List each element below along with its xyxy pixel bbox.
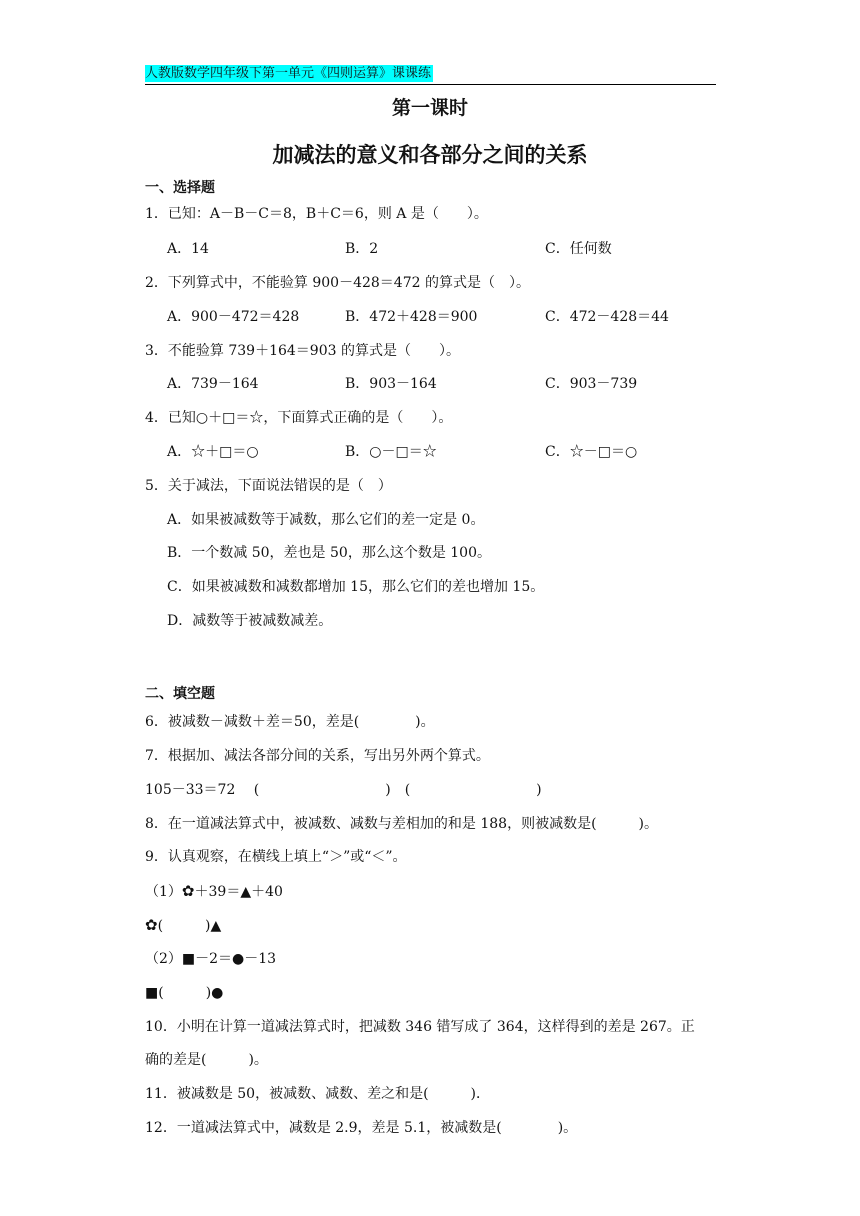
q2-option-a: A．900－472＝428 — [167, 309, 300, 325]
q5-option-a: A．如果被减数等于减数，那么它们的差一定是 0。 — [167, 512, 485, 528]
q5-option-b: B．一个数减 50，差也是 50，那么这个数是 100。 — [167, 545, 491, 561]
section-heading-choice: 一、选择题 — [145, 180, 215, 196]
question-11: 11．被减数是 50，被减数、减数、差之和是( )． — [145, 1086, 491, 1102]
question-12: 12．一道减法算式中，减数是 2.9，差是 5.1，被减数是( )。 — [145, 1120, 578, 1136]
q2-option-c: C．472－428＝44 — [545, 309, 669, 325]
q4-option-c: C．☆－□＝○ — [545, 444, 638, 460]
question-9-part-2-compare: ■( )● — [145, 985, 224, 1001]
page-header — [145, 64, 716, 85]
q1-option-a: A．14 — [167, 241, 209, 257]
q5-option-d: D．减数等于被减数减差。 — [167, 613, 333, 629]
lesson-title: 第一课时 — [391, 97, 468, 119]
question-10-cont: 确的差是( )。 — [145, 1052, 268, 1068]
question-4: 4．已知○＋□＝☆，下面算式正确的是（ ）。 — [145, 410, 453, 426]
question-7: 7．根据加、减法各部分间的关系，写出另外两个算式。 — [145, 748, 490, 764]
question-8: 8．在一道减法算式中，被减数、减数与差相加的和是 188，则被减数是( )。 — [145, 816, 659, 832]
question-9-part-1-compare: ✿( )▲ — [145, 916, 222, 934]
flower-star-icon: ✿ — [181, 882, 195, 900]
question-3: 3．不能验算 739＋164＝903 的算式是（ ）。 — [145, 343, 460, 359]
question-10: 10．小明在计算一道减法算式时，把减数 346 错写成了 364，这样得到的差是 267。正 — [145, 1019, 695, 1035]
question-9-part-2: （2）■－2＝●－13 — [145, 951, 277, 967]
header-label: 人教版数学四年级下第一单元《四则运算》课课练 — [145, 66, 432, 81]
section-heading-fill: 二、填空题 — [145, 686, 215, 702]
q4-option-a: A．☆＋□＝○ — [167, 444, 259, 460]
question-7-equation: 105－33＝72 ( ) ( ) — [145, 782, 542, 798]
q3-option-b: B．903－164 — [345, 376, 437, 392]
question-9: 9．认真观察，在横线上填上“＞”或“＜”。 — [145, 849, 407, 865]
flower-star-icon: ✿ — [145, 916, 158, 934]
question-6: 6．被减数－减数＋差＝50，差是( )。 — [145, 714, 435, 730]
q3-option-a: A．739－164 — [167, 376, 259, 392]
q1-option-c: C．任何数 — [545, 241, 612, 257]
question-9-part-1: （1）✿＋39＝▲＋40 — [145, 882, 283, 900]
question-2: 2．下列算式中，不能验算 900－428＝472 的算式是（ ）。 — [145, 275, 530, 291]
q1-option-b: B．2 — [345, 241, 379, 257]
question-5: 5．关于减法，下面说法错误的是（ ） — [145, 478, 392, 494]
q5-option-c: C．如果被减数和减数都增加 15，那么它们的差也增加 15。 — [167, 579, 545, 595]
q4-option-b: B．○－□＝☆ — [345, 444, 437, 460]
q2-option-b: B．472＋428＝900 — [345, 309, 478, 325]
question-1: 1．已知：A－B－C＝8，B＋C＝6，则 A 是（ ）。 — [145, 206, 488, 222]
q3-option-c: C．903－739 — [545, 376, 638, 392]
topic-title: 加减法的意义和各部分之间的关系 — [272, 142, 588, 167]
